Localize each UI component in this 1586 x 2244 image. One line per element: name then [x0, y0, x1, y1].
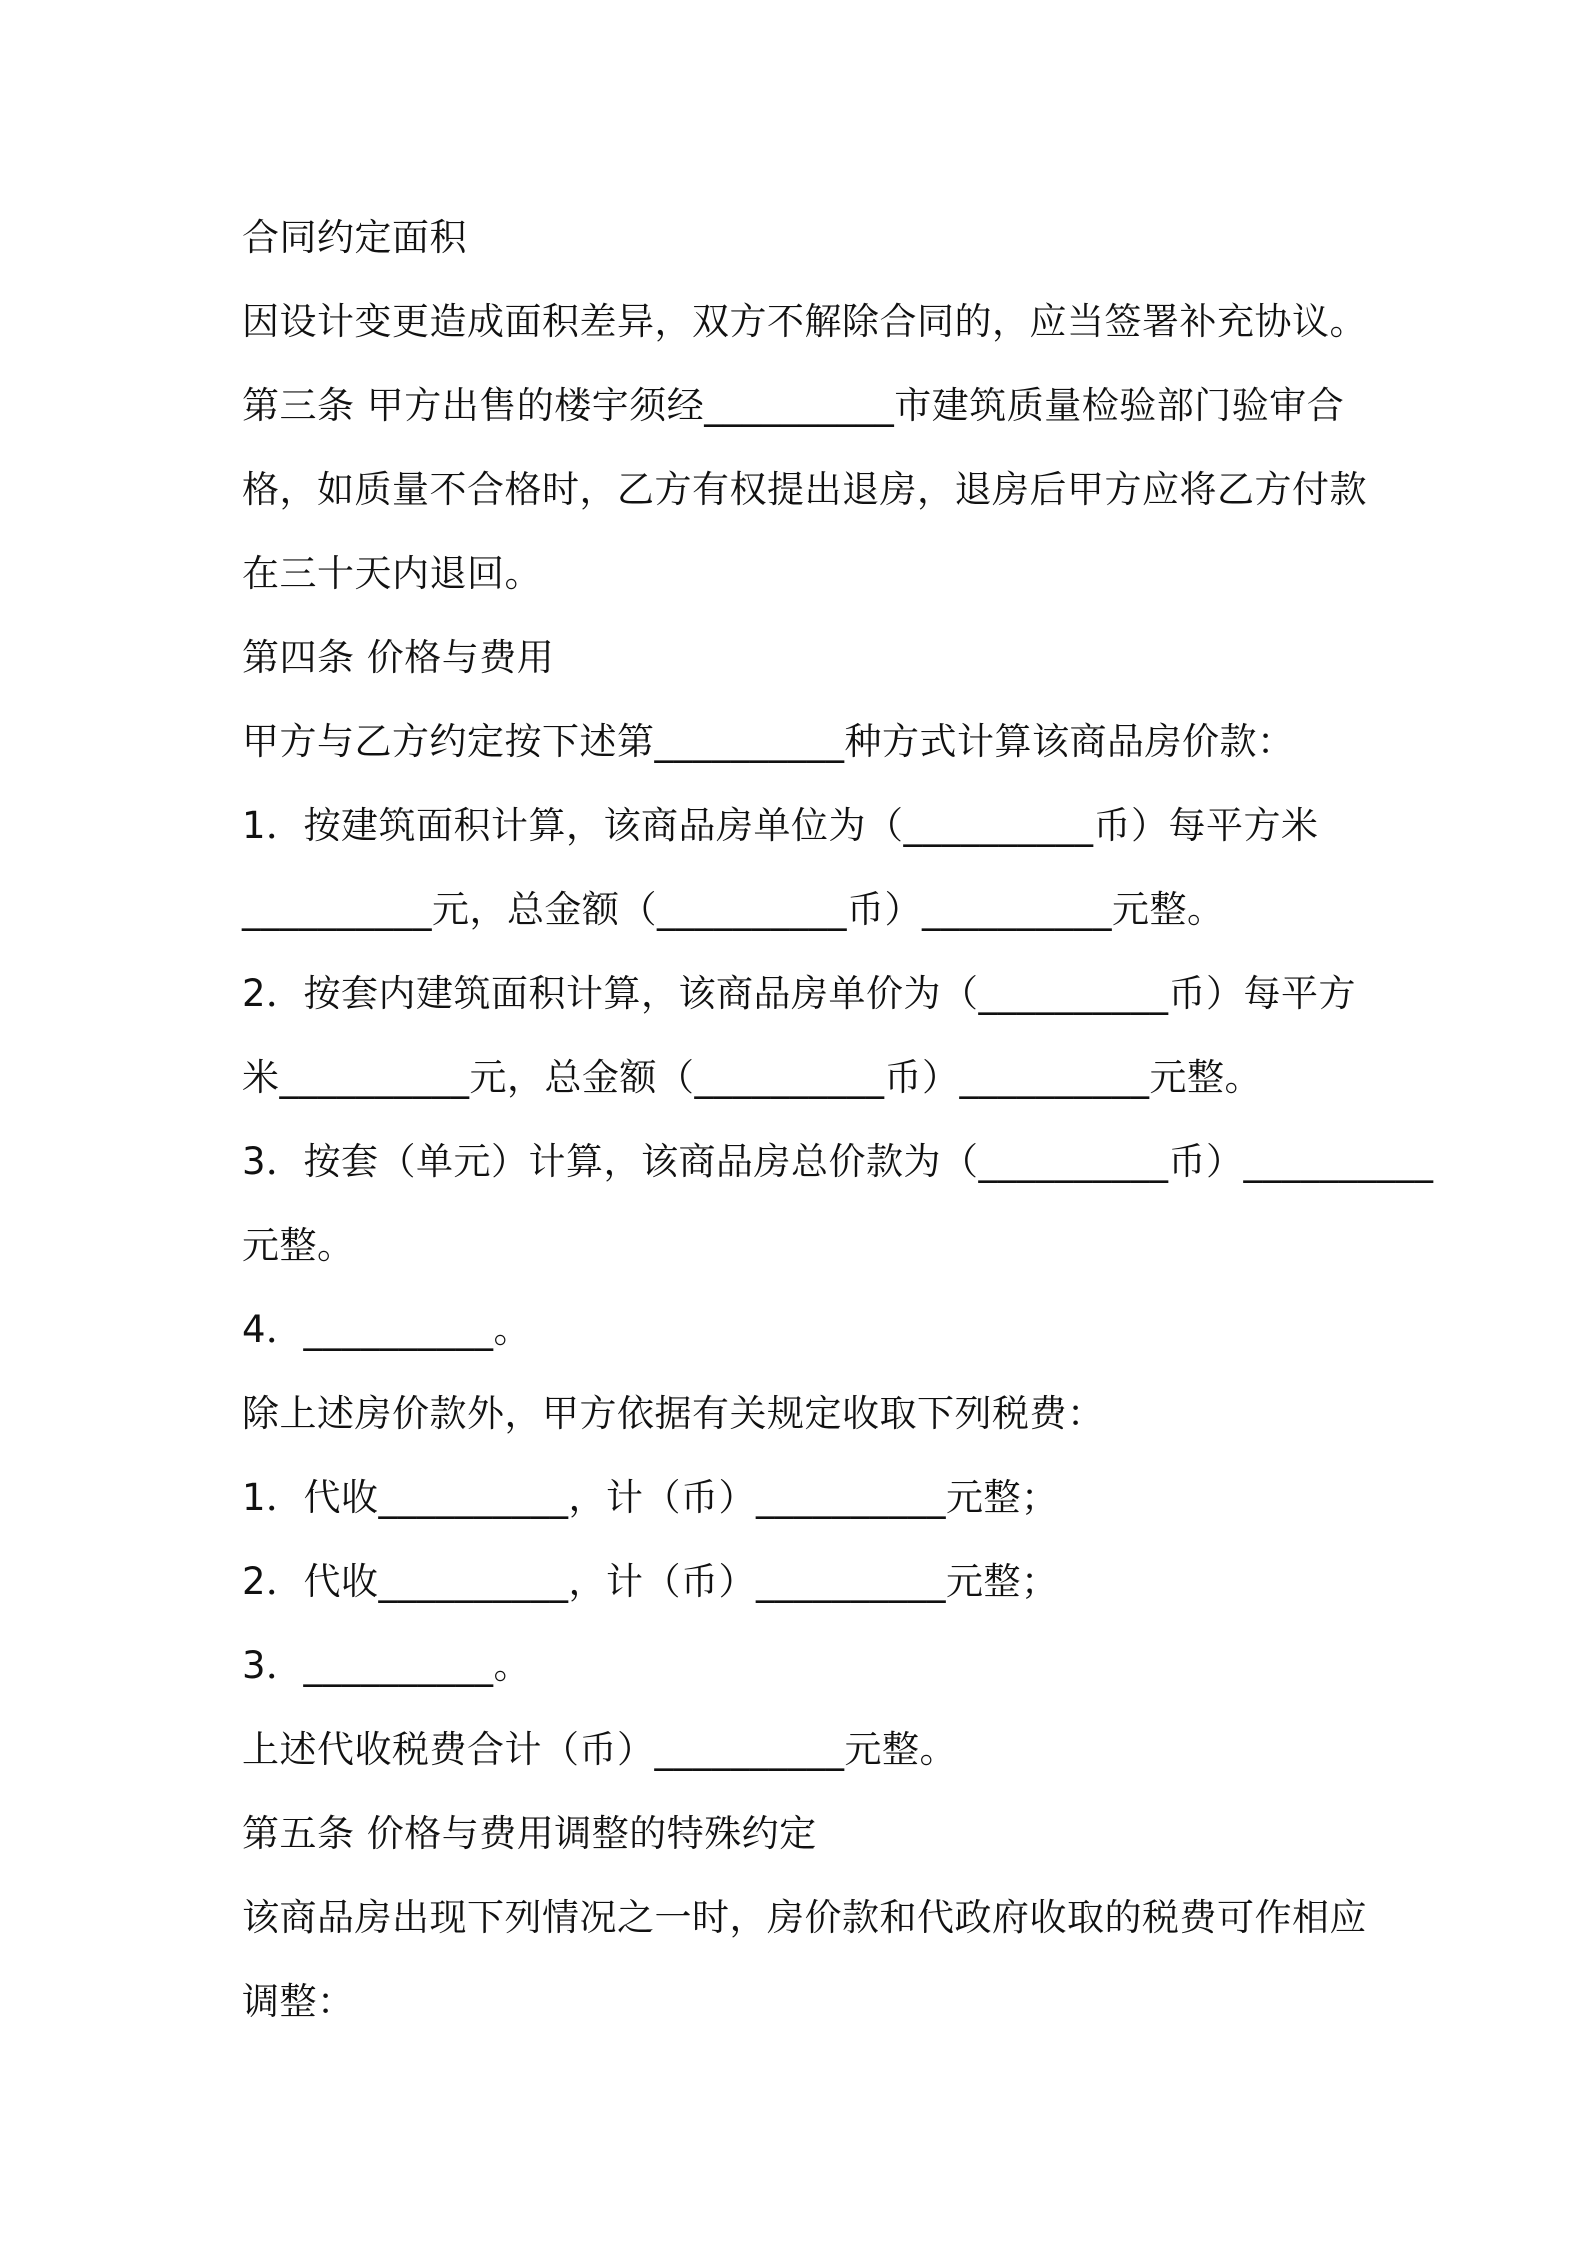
line-article-3-part-1: 第三条 甲方出售的楼宇须经__________市建筑质量检验部门验审合: [242, 384, 1345, 427]
line-method-3-part-1: 3．按套（单元）计算，该商品房总价款为（__________币）__________: [242, 1140, 1434, 1183]
line-taxes-intro: 除上述房价款外，甲方依据有关规定收取下列税费：: [242, 1392, 1105, 1435]
line-tax-item-3: 3．__________。: [242, 1644, 532, 1687]
line-article-5-heading: 第五条 价格与费用调整的特殊约定: [242, 1812, 817, 1855]
line-article-3-part-2: 格，如质量不合格时，乙方有权提出退房，退房后甲方应将乙方付款: [242, 468, 1367, 511]
line-tax-item-1: 1．代收__________，计（币）__________元整；: [242, 1476, 1059, 1519]
line-adjustment-clause-part-1: 该商品房出现下列情况之一时，房价款和代政府收取的税费可作相应: [242, 1896, 1367, 1939]
line-tax-item-2: 2．代收__________，计（币）__________元整；: [242, 1560, 1059, 1603]
line-price-method-intro: 甲方与乙方约定按下述第__________种方式计算该商品房价款：: [242, 720, 1295, 763]
line-adjustment-clause-part-2: 调整：: [242, 1980, 355, 2023]
line-design-change-clause: 因设计变更造成面积差异，双方不解除合同的，应当签署补充协议。: [242, 300, 1367, 343]
line-article-3-part-3: 在三十天内退回。: [242, 552, 542, 595]
line-tax-total: 上述代收税费合计（币）__________元整。: [242, 1728, 957, 1771]
line-method-1-part-2: __________元，总金额（__________币）__________元整。: [242, 888, 1225, 931]
line-article-4-heading: 第四条 价格与费用: [242, 636, 555, 679]
line-contract-area-heading: 合同约定面积: [242, 216, 467, 259]
line-method-4: 4．__________。: [242, 1308, 532, 1351]
line-method-1-part-1: 1．按建筑面积计算，该商品房单位为（__________币）每平方米: [242, 804, 1319, 847]
document-body: [242, 196, 1434, 2044]
line-method-3-part-2: 元整。: [242, 1224, 355, 1267]
line-method-2-part-2: 米__________元，总金额（__________币）__________元整。: [242, 1056, 1262, 1099]
line-method-2-part-1: 2．按套内建筑面积计算，该商品房单价为（__________币）每平方: [242, 972, 1357, 1015]
